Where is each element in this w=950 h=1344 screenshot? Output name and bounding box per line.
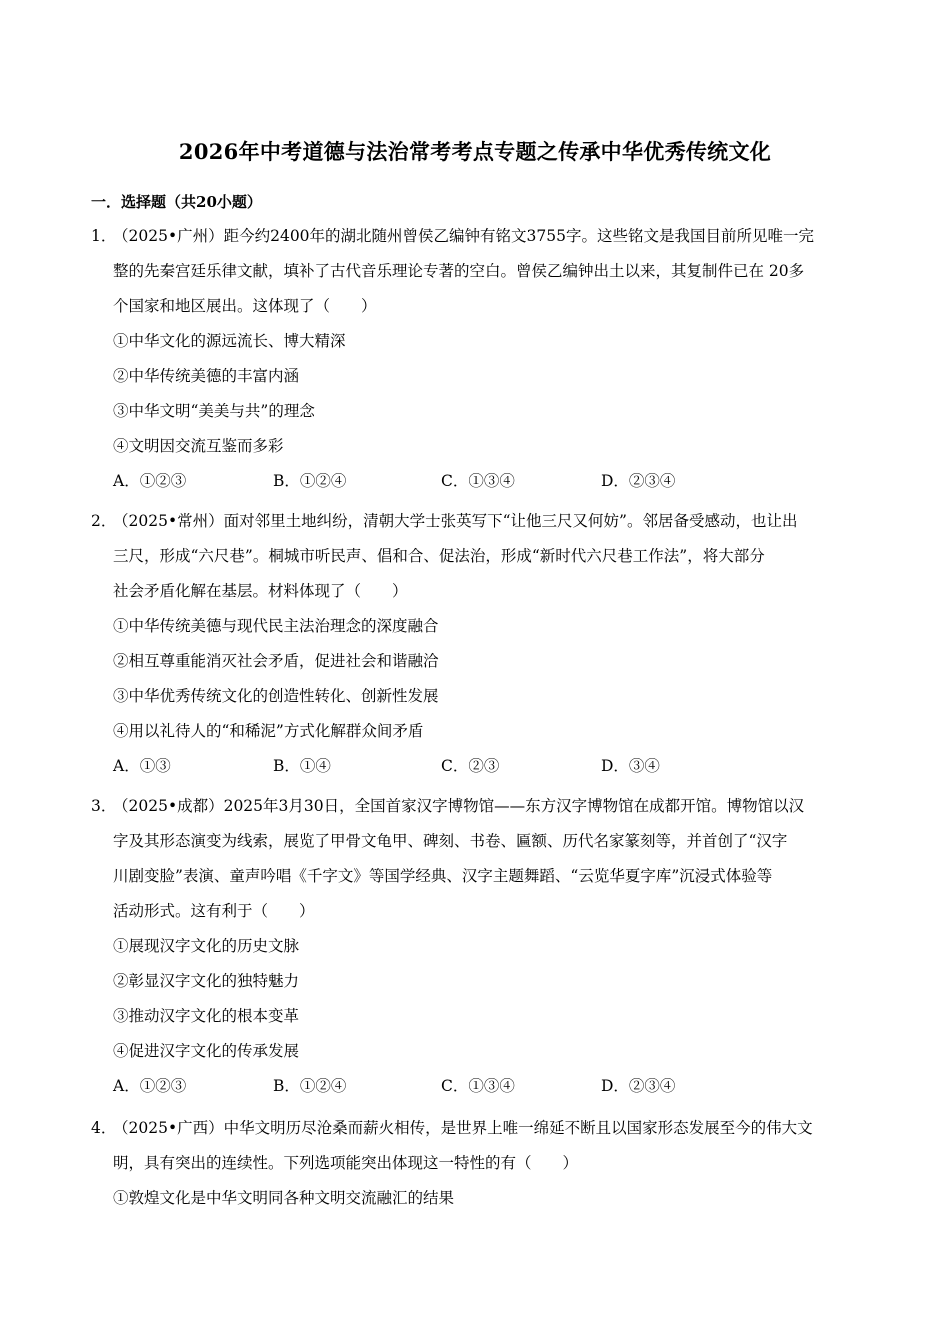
choice-b: B．①④ (273, 757, 331, 775)
question-line (91, 219, 861, 254)
statement-option: ①中华传统美德与现代民主法治理念的深度融合 (113, 617, 439, 635)
statement-option: ③中华文明“美美与共”的理念 (113, 402, 315, 420)
statement-option: ④促进汉字文化的传承发展 (113, 1042, 300, 1060)
statement-option: ②相互尊重能消灭社会矛盾，促进社会和谐融洽 (113, 652, 439, 670)
statement-option: ③推动汉字文化的根本变革 (113, 1007, 300, 1025)
question-3 (91, 789, 861, 1104)
answer-choices (91, 464, 861, 499)
question-text: （2025•常州）面对邻里土地纠纷，清朝大学士张英写下“让他三尺又何妨”。邻居备受感动，也让出 (113, 512, 798, 530)
choice-d: D．②③④ (601, 1077, 676, 1095)
question-text: 明，具有突出的连续性。下列选项能突出体现这一特性的有（ ） (113, 1154, 579, 1172)
choice-d: D．③④ (601, 757, 660, 775)
statement-option: ①敦煌文化是中华文明同各种文明交流融汇的结果 (113, 1189, 455, 1207)
question-number: 2． (91, 512, 117, 530)
question-text: （2025•广西）中华文明历尽沧桑而薪火相传，是世界上唯一绵延不断且以国家形态发展至今的伟大文 (113, 1119, 813, 1137)
statement-option: ②彰显汉字文化的独特魅力 (113, 972, 300, 990)
section-heading: 一．选择题（共20小题） (91, 193, 262, 211)
question-line (91, 504, 861, 539)
question-text: 整的先秦宫廷乐律文献，填补了古代音乐理论专著的空白。曾侯乙编钟出土以来，其复制件已在 20多 (113, 262, 805, 280)
statement-option: ③中华优秀传统文化的创造性转化、创新性发展 (113, 687, 439, 705)
question-text: 活动形式。这有利于（ ） (113, 902, 315, 920)
question-text: 个国家和地区展出。这体现了（ ） (113, 297, 377, 315)
choice-d: D．②③④ (601, 472, 676, 490)
choice-a: A．①②③ (113, 472, 187, 490)
choice-c: C．②③ (441, 757, 500, 775)
question-text: （2025•广州）距今约2400年的湖北随州曾侯乙编钟有铭文3755字。这些铭文是我国目前所见唯一完 (113, 227, 814, 245)
choice-c: C．①③④ (441, 1077, 515, 1095)
choice-b: B．①②④ (273, 1077, 347, 1095)
answer-choices (91, 749, 861, 784)
question-text: 字及其形态演变为线索，展览了甲骨文龟甲、碑刻、书卷、匾额、历代名家篆刻等，并首创了“汉字 (113, 832, 788, 850)
question-4 (91, 1111, 861, 1216)
answer-choices (91, 1069, 861, 1104)
choice-a: A．①③ (113, 757, 171, 775)
question-2 (91, 504, 861, 784)
choice-a: A．①②③ (113, 1077, 187, 1095)
statement-option: ④文明因交流互鉴而多彩 (113, 437, 284, 455)
question-number: 3． (91, 797, 117, 815)
choice-b: B．①②④ (273, 472, 347, 490)
question-text: （2025•成都）2025年3月30日，全国首家汉字博物馆——东方汉字博物馆在成都开馆。博物馆以汉 (113, 797, 805, 815)
choice-c: C．①③④ (441, 472, 515, 490)
question-text: 社会矛盾化解在基层。材料体现了（ ） (113, 582, 408, 600)
question-line (91, 789, 861, 824)
statement-option: ②中华传统美德的丰富内涵 (113, 367, 300, 385)
question-number: 1． (91, 227, 117, 245)
statement-option: ④用以礼待人的“和稀泥”方式化解群众间矛盾 (113, 722, 424, 740)
statement-option: ①展现汉字文化的历史文脉 (113, 937, 300, 955)
question-line (91, 1111, 861, 1146)
question-text: 三尺，形成“六尺巷”。桐城市听民声、倡和合、促法治，形成“新时代六尺巷工作法”，将大部分 (113, 547, 765, 565)
question-1 (91, 219, 861, 499)
question-number: 4． (91, 1119, 117, 1137)
document-title: 2026年中考道德与法治常考考点专题之传承中华优秀传统文化 (178, 139, 772, 164)
statement-option: ①中华文化的源远流长、博大精深 (113, 332, 346, 350)
question-text: 川剧变脸”表演、童声吟唱《千字文》等国学经典、汉字主题舞蹈、“云览华夏字库”沉浸式体验等 (113, 867, 773, 885)
